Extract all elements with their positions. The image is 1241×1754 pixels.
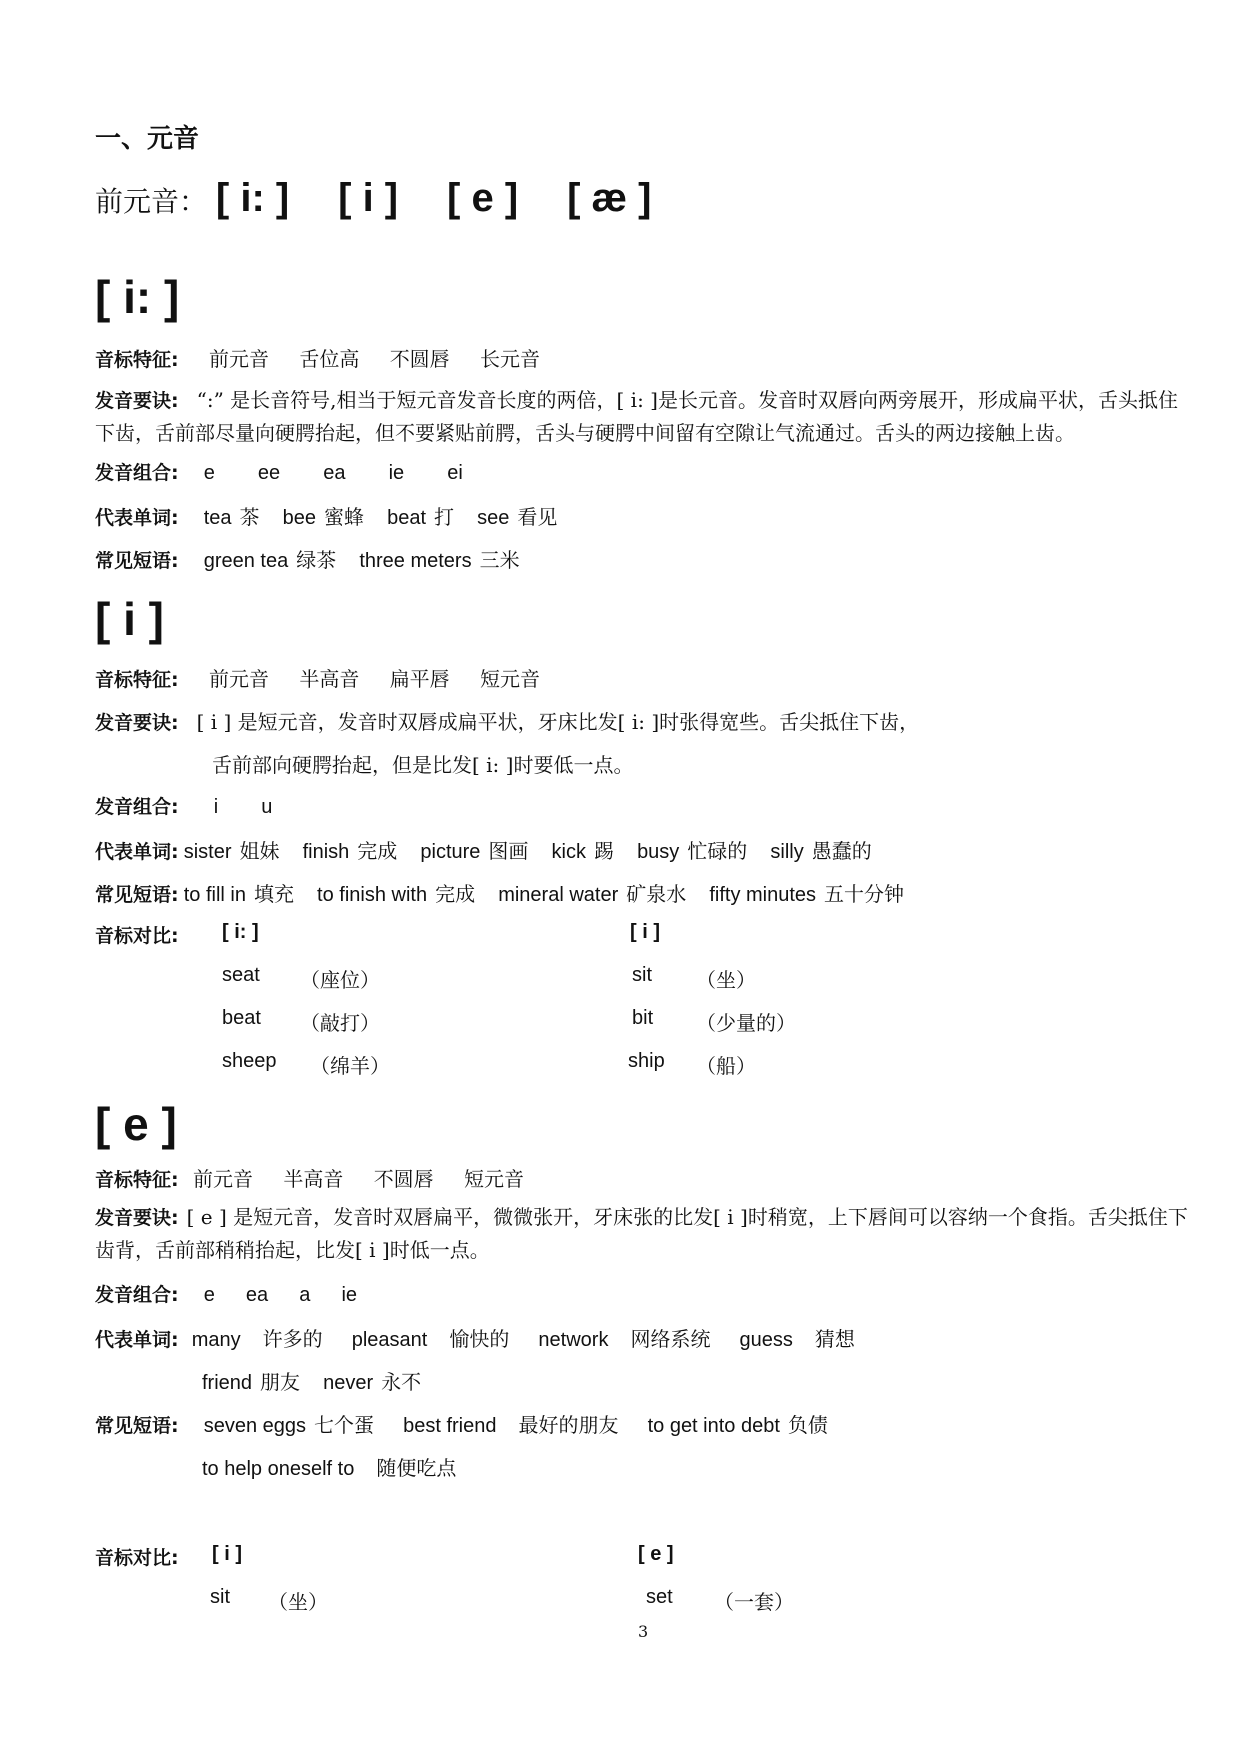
page-number: 3 — [638, 1622, 649, 1641]
word-en: guess — [739, 1329, 793, 1351]
combos-label: 发音组合: — [95, 462, 179, 484]
compare-left-word: sit — [210, 1586, 230, 1608]
word-pair — [387, 505, 455, 529]
word-cn: 蜜蜂 — [323, 505, 364, 529]
compare-right-word: sit — [632, 964, 652, 986]
word-pair — [551, 839, 614, 863]
word-en: picture — [420, 841, 481, 863]
combo-item: a — [299, 1284, 311, 1306]
word-cn: 许多的 — [262, 1327, 323, 1351]
word-pair — [351, 1327, 510, 1351]
feature-item: 短元音 — [464, 1167, 525, 1191]
word-pair — [739, 1327, 855, 1351]
phrase-cn: 绿茶 — [296, 548, 337, 572]
word-en: see — [477, 507, 510, 529]
phrases-label: 常见短语: — [95, 884, 179, 906]
word-cn: 永不 — [381, 1370, 422, 1394]
front-vowels-label: 前元音： — [95, 185, 208, 218]
word-pair — [637, 839, 748, 863]
word-pair — [538, 1327, 711, 1351]
phrase-pair — [647, 1413, 828, 1437]
word-pair — [203, 505, 260, 529]
combo-item: ea — [245, 1284, 269, 1306]
i-tips-text-line1: [ i ] 是短元音，发音时双唇成扁平状，牙床比发[ i: ]时张得宽些。舌尖抵住下齿， — [196, 710, 920, 734]
word-en: silly — [770, 841, 804, 863]
word-en: busy — [637, 841, 680, 863]
compare-left-meaning: （坐） — [268, 1590, 328, 1614]
phrase-pair — [359, 548, 520, 572]
feature-item: 不圆唇 — [389, 347, 450, 371]
word-en: tea — [203, 507, 232, 529]
phrase-cn: 随便吃点 — [376, 1456, 457, 1480]
combo-item: ie — [388, 462, 405, 484]
word-cn: 踢 — [593, 839, 614, 863]
word-pair — [770, 839, 872, 863]
word-cn: 打 — [434, 505, 455, 529]
tips-label: 发音要诀: — [95, 1207, 179, 1229]
compare-left-meaning: （绵羊） — [310, 1054, 390, 1078]
feature-item: 前元音 — [208, 667, 269, 691]
word-cn: 朋友 — [260, 1370, 301, 1394]
word-en: many — [191, 1329, 241, 1351]
feature-item: 扁平唇 — [389, 667, 450, 691]
word-en: beat — [387, 507, 427, 529]
combo-item: i — [213, 796, 219, 818]
ii-combos-row — [95, 458, 463, 485]
word-cn: 看见 — [517, 505, 558, 529]
phrase-cn: 矿泉水 — [626, 882, 687, 906]
feature-item: 半高音 — [283, 1167, 344, 1191]
phrase-en: to help oneself to — [202, 1458, 355, 1480]
word-cn: 姐妹 — [239, 839, 280, 863]
word-pair — [302, 839, 398, 863]
word-pair — [323, 1370, 422, 1394]
features-label: 音标特征: — [95, 669, 179, 691]
word-pair — [183, 839, 280, 863]
compare-right-symbol: [ i ] — [630, 921, 660, 943]
combos-label: 发音组合: — [95, 796, 179, 818]
ii-phrases-row — [95, 544, 538, 573]
compare-left-symbol: [ i: ] — [222, 921, 259, 943]
phrase-pair — [709, 882, 905, 906]
word-cn: 图画 — [488, 839, 529, 863]
feature-item: 长元音 — [480, 347, 541, 371]
tips-label: 发音要诀: — [95, 712, 179, 734]
phrase-en: best friend — [403, 1415, 497, 1437]
word-en: pleasant — [351, 1329, 428, 1351]
i-features-row — [95, 663, 564, 692]
e-words-row-2 — [202, 1366, 439, 1395]
e-features-row — [95, 1163, 548, 1192]
phrase-pair — [183, 882, 294, 906]
e-tips-paragraph — [95, 1201, 1195, 1266]
heading-i: [ i ] — [95, 593, 164, 645]
phrase-cn: 最好的朋友 — [518, 1413, 619, 1437]
words-label: 代表单词: — [95, 507, 179, 529]
phrase-cn: 完成 — [435, 882, 476, 906]
word-en: friend — [202, 1372, 253, 1394]
combo-item: ei — [447, 462, 463, 484]
front-vowel-symbol: [ i: ] — [215, 176, 290, 220]
words-label: 代表单词: — [95, 841, 179, 863]
word-pair — [282, 505, 364, 529]
compare-right-word: bit — [632, 1007, 654, 1029]
compare-left-word: seat — [222, 964, 260, 986]
combo-item: ee — [257, 462, 281, 484]
word-cn: 完成 — [357, 839, 398, 863]
front-vowel-symbol: [ æ ] — [567, 176, 652, 220]
word-pair — [420, 839, 529, 863]
words-label: 代表单词: — [95, 1329, 179, 1351]
word-pair — [202, 1370, 301, 1394]
e-phrases-row-1 — [95, 1409, 846, 1438]
heading-e: [ e ] — [95, 1098, 177, 1150]
word-cn: 网络系统 — [630, 1327, 711, 1351]
word-en: kick — [551, 841, 586, 863]
word-cn: 忙碌的 — [687, 839, 748, 863]
ii-tips-paragraph — [95, 384, 1195, 449]
word-cn: 茶 — [239, 505, 260, 529]
compare-left-symbol: [ i ] — [212, 1543, 242, 1565]
word-cn: 猜想 — [814, 1327, 855, 1351]
phrase-pair — [202, 1456, 457, 1480]
feature-item: 前元音 — [192, 1167, 253, 1191]
word-cn: 愚蠢的 — [811, 839, 872, 863]
phrase-en: fifty minutes — [709, 884, 817, 906]
phrase-pair — [317, 882, 476, 906]
compare-right-word: set — [646, 1586, 673, 1608]
phrase-cn: 负债 — [787, 1413, 828, 1437]
features-label: 音标特征: — [95, 1169, 179, 1191]
i-phrases-row — [95, 878, 922, 907]
front-vowels-line — [95, 176, 692, 221]
combos-label: 发音组合: — [95, 1284, 179, 1306]
combo-item: e — [203, 462, 215, 484]
phrase-cn: 五十分钟 — [824, 882, 905, 906]
ii-words-row — [95, 501, 575, 530]
phrase-en: to fill in — [183, 884, 246, 906]
phrase-en: seven eggs — [203, 1415, 306, 1437]
combo-item: ea — [323, 462, 346, 484]
feature-item: 短元音 — [480, 667, 541, 691]
compare-label: 音标对比: — [95, 1547, 179, 1569]
phrase-en: green tea — [203, 550, 289, 572]
word-pair — [477, 505, 558, 529]
phrase-pair — [498, 882, 687, 906]
front-vowel-symbol: [ i ] — [338, 176, 399, 220]
feature-item: 半高音 — [299, 667, 360, 691]
e-combos-row — [95, 1280, 357, 1307]
combo-item: u — [261, 796, 273, 818]
phrase-en: three meters — [359, 550, 472, 572]
word-cn: 愉快的 — [449, 1327, 510, 1351]
compare-left-word: sheep — [222, 1050, 277, 1072]
compare-left-word: beat — [222, 1007, 261, 1029]
compare-left-meaning: （座位） — [300, 968, 380, 992]
compare-right-meaning: （船） — [696, 1054, 756, 1078]
phrase-cn: 三米 — [479, 548, 520, 572]
i-tips-line2: 舌前部向硬腭抬起，但是比发[ i: ]时要低一点。 — [212, 753, 634, 777]
compare-right-word: ship — [628, 1050, 665, 1072]
e-tips-text: [ e ] 是短元音，发音时双唇扁平，微微张开，牙床张的比发[ i ]时稍宽，上下唇间可以容纳一个食指。舌尖抵住下齿背，舌前部稍稍抬起，比发[ i ]时低一点。 — [95, 1205, 1188, 1262]
compare-right-meaning: （坐） — [696, 968, 756, 992]
word-pair — [191, 1327, 323, 1351]
phrase-pair — [203, 548, 337, 572]
compare-right-meaning: （一套） — [714, 1590, 794, 1614]
phrase-pair — [203, 1413, 374, 1437]
word-en: never — [323, 1372, 374, 1394]
word-en: sister — [183, 841, 232, 863]
phrase-cn: 填充 — [253, 882, 294, 906]
ii-tips-text: “:” 是长音符号,相当于短元音发音长度的两倍，[ i: ]是长元音。发音时双唇向两旁展开，形成扁平状，舌头抵住下齿，舌前部尽量向硬腭抬起，但不要紧贴前腭，舌头与硬腭中间留有空隙让气流通过。舌头的两边接触上齿。 — [95, 388, 1178, 445]
compare-left-meaning: （敲打） — [300, 1011, 380, 1035]
phrase-en: to finish with — [317, 884, 428, 906]
features-label: 音标特征: — [95, 349, 179, 371]
ii-features-row — [95, 343, 564, 372]
word-en: network — [538, 1329, 609, 1351]
phrase-en: mineral water — [498, 884, 619, 906]
compare-right-symbol: [ e ] — [638, 1543, 674, 1565]
e-words-row-1 — [95, 1323, 873, 1352]
word-en: bee — [282, 507, 316, 529]
i-words-row — [95, 835, 890, 864]
phrase-pair — [403, 1413, 619, 1437]
feature-item: 不圆唇 — [373, 1167, 434, 1191]
phrases-label: 常见短语: — [95, 1415, 179, 1437]
phrase-en: to get into debt — [647, 1415, 780, 1437]
compare-right-meaning: （少量的） — [696, 1011, 796, 1035]
word-en: finish — [302, 841, 350, 863]
e-phrases-row-2 — [202, 1452, 474, 1481]
tips-label: 发音要诀: — [95, 390, 179, 412]
combo-item: ie — [341, 1284, 358, 1306]
phrases-label: 常见短语: — [95, 550, 179, 572]
compare-label: 音标对比: — [95, 925, 179, 947]
front-vowel-symbol: [ e ] — [447, 176, 519, 220]
i-combos-row — [95, 792, 272, 819]
phrase-cn: 七个蛋 — [314, 1413, 374, 1437]
feature-item: 前元音 — [208, 347, 269, 371]
feature-item: 舌位高 — [299, 347, 360, 371]
section-title: 一、元音 — [95, 124, 200, 154]
heading-ii: [ i: ] — [95, 271, 180, 323]
combo-item: e — [203, 1284, 215, 1306]
i-tips-line1 — [95, 706, 919, 735]
